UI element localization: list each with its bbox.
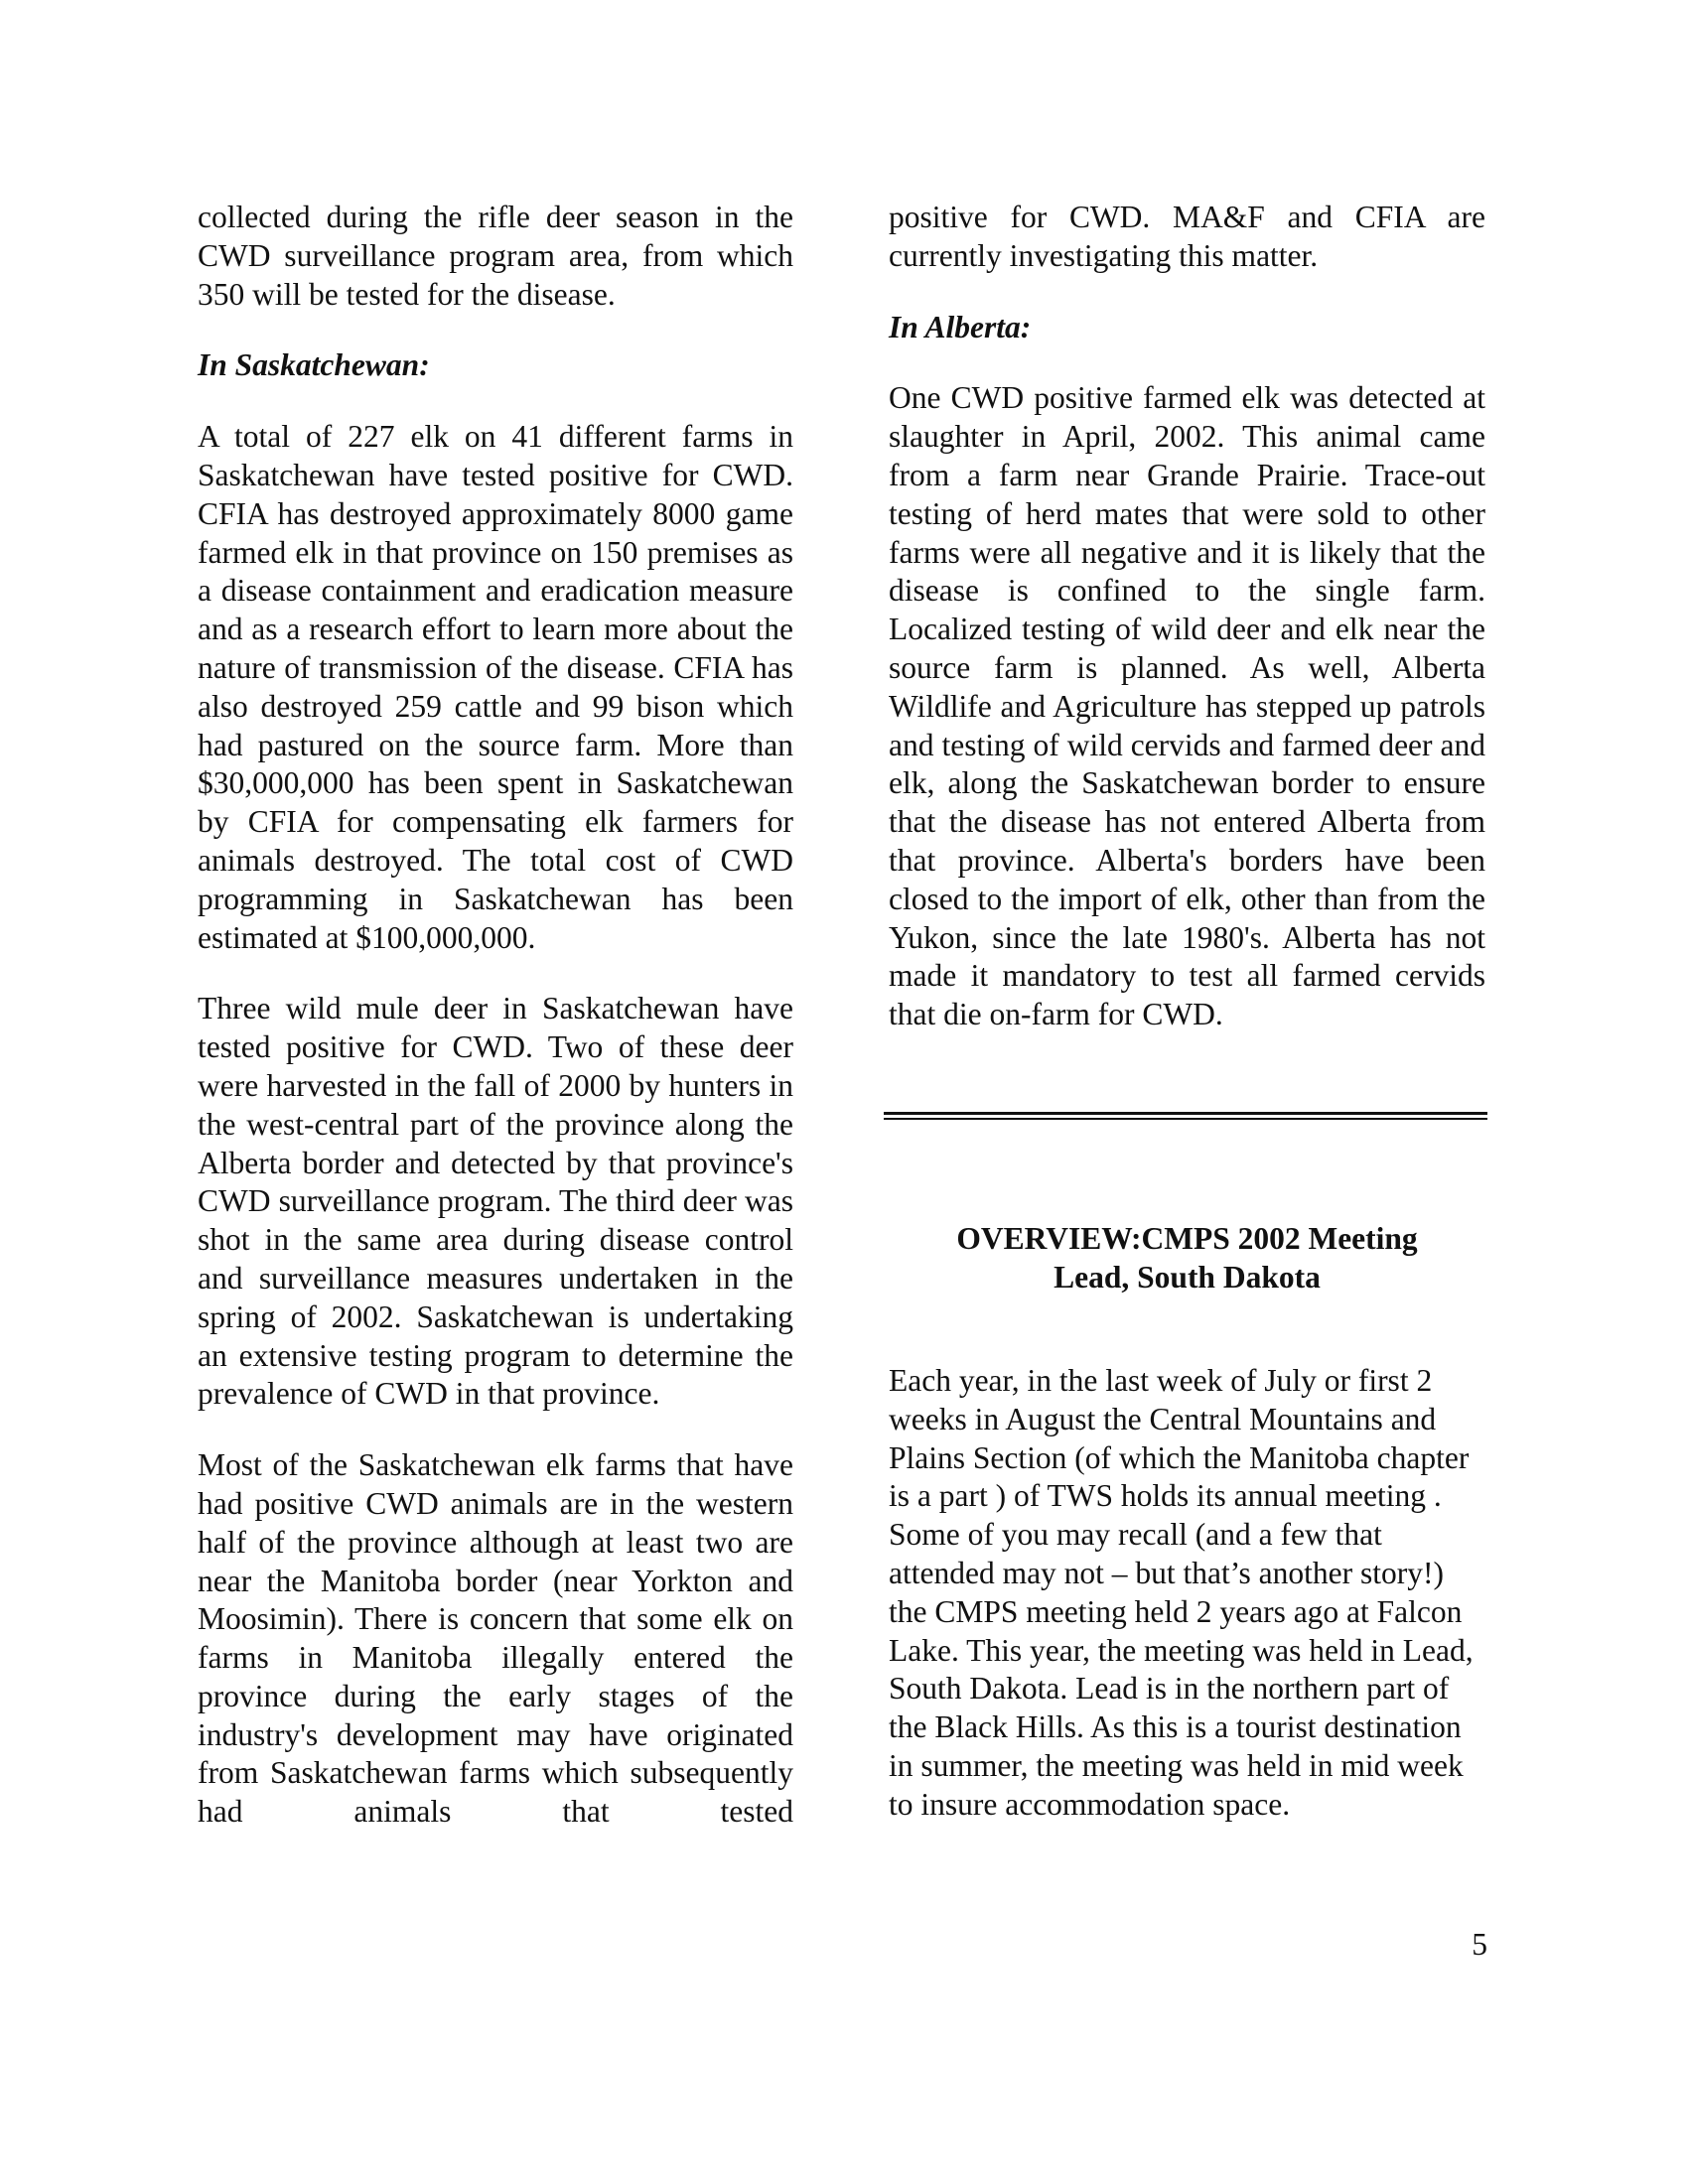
left-paragraph-1: collected during the rifle deer season in the CWD surveillance program area, from which 350 will be tested for the disease. [198,200,793,312]
right-column [889,199,1485,1857]
article-heading [889,1219,1485,1297]
right-paragraph-1: positive for CWD. MA&F and CFIA are currently investigating this matter. [889,200,1485,273]
page-number: 5 [1472,1927,1487,1962]
left-column [198,199,793,1864]
right-paragraph-2: One CWD positive farmed elk was detected at slaughter in April, 2002. This animal came from a farm near Grande Prairie. Trace-out testing of herd mates that were sold to other farms were all negative and it is likely that the disease is confined to the single farm. Localized testing of wild deer and elk near the source farm is planned. As well, Alberta Wildlife and Agriculture has stepped up patrols and testing of wild cervids and farmed deer and elk, along the Saskatchewan border to ensure that the disease has not entered Alberta from that province. Alberta's borders have been closed to the import of elk, other than from the Yukon, since the late 1980's. Alberta has not made it mandatory to test all farmed cervids that die on-farm for CWD. [889,380,1485,1032]
subhead-alberta: In Alberta: [889,309,1032,344]
overview-paragraph: Each year, in the last week of July or first 2 weeks in August the Central Mountains and Plains Section (of which the Manitoba chapter is a part ) of TWS holds its annual meeting . Some of you may recall (and a few that attended may not – but that’s another story!) the CMPS meeting held 2 years ago at Falcon Lake. This year, the meeting was held in Lead, South Dakota. Lead is in the northern part of the Black Hills. As this is a tourist destination in summer, the meeting was held in mid week to insure accommodation space. [889,1362,1474,1822]
left-paragraph-4: Most of the Saskatchewan elk farms that have had positive CWD animals are in the western half of the province although at least two are near the Manitoba border (near Yorkton and Moosimin). There is concern that some elk on farms in Manitoba illegally entered the province during the early stages of the industry's development may have originated from Saskatchewan farms which subsequently had animals that tested [198,1447,793,1830]
left-paragraph-2: A total of 227 elk on 41 different farms in Saskatchewan have tested positive for CWD. CFIA has destroyed approximately 8000 game farmed elk in that province on 150 premises as a disease containment and eradication measure and as a research effort to learn more about the nature of transmission of the disease. CFIA has also destroyed 259 cattle and 99 bison which had pastured on the source farm. More than $30,000,000 has been spent in Saskatchewan by CFIA for compensating elk farmers for animals destroyed. The total cost of CWD programming in Saskatchewan has been estimated at $100,000,000. [198,419,793,955]
left-paragraph-3: Three wild mule deer in Saskatchewan have tested positive for CWD. Two of these deer were harvested in the fall of 2000 by hunters in the west-central part of the province along the Alberta border and detected by that province's CWD surveillance program. The third deer was shot in the same area during disease control and surveillance measures undertaken in the spring of 2002. Saskatchewan is undertaking an extensive testing program to determine the prevalence of CWD in that province. [198,991,793,1412]
article-heading-line-2: Lead, South Dakota [1054,1259,1321,1295]
subhead-saskatchewan: In Saskatchewan: [198,347,430,383]
article-heading-line-1: OVERVIEW:CMPS 2002 Meeting [956,1220,1418,1256]
section-divider [884,1112,1487,1120]
